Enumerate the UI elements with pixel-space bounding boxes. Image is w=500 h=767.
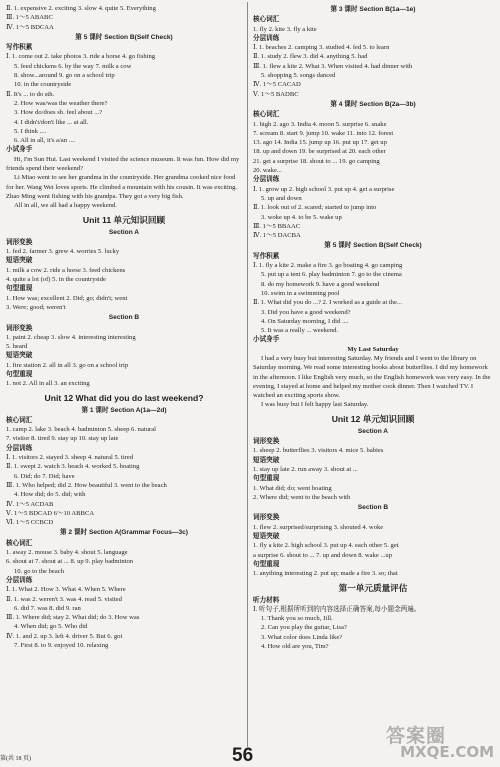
unit-heading: Unit 12 What did you do last weekend? [44, 392, 204, 403]
category-label: 分层训练 [253, 176, 280, 184]
category-label: 小试身手 [6, 146, 33, 154]
section-heading: Section A [108, 228, 140, 236]
unit-heading: Unit 12 单元知识回顾 [331, 413, 415, 424]
answer-line: 1. fly a kite 2. high school 3. put up 4. each other 5. get [253, 542, 399, 550]
answer-line: Ⅰ. 1. beaches 2. camping 3. studied 4. fed 5. to learn [253, 44, 390, 52]
answer-line: Ⅳ. 1～5 DACBA [253, 232, 301, 240]
answer-line: 7. First 8. to 9. enjoyed 10. relaxing [14, 642, 109, 649]
answer-line: 10. swim in a swimming pool [261, 289, 340, 297]
answer-line: Ⅱ. 1. swept 2. watch 3. beach 4. worked 5. boating [6, 463, 140, 471]
category-label: 句型重现 [6, 285, 33, 293]
answer-line: Ⅱ. 1. expensive 2. exciting 3. slow 4. quite 5. Everything [6, 5, 156, 12]
watermark-main: 答案圈 [386, 725, 447, 747]
essay-paragraph: Hi, I'm Sun Hui. Last weekend I visited the science museum. It was fun. How did my friends spend their weekend? [6, 155, 240, 173]
essay-paragraph: I had a very busy but interesting Saturday. My friends and I went to the library on Saturday morning. We read some interesting books about butterflies. I did my homework in the afternoon. I like English very much, so the English homework was very easy. In the evening, I stayed at home and helped my mother cook dinner. Then I watched TV. I watched an exciting sports show. [253, 354, 491, 400]
answer-line: 4. On Saturday morning, I did .... [261, 317, 349, 325]
answer-line: 1. How was; excellent 2. Did; go; didn't; went [6, 294, 128, 302]
answer-line: 21. get a surprise 18. shout to ... 19. go camping [253, 157, 380, 165]
category-label: 分层训练 [253, 34, 280, 42]
watermark-sub: MXQE.COM [400, 743, 494, 761]
section-heading: 第 5 课时 Section B(Self Check) [324, 242, 422, 250]
answer-line: Ⅱ. 1. What did you do ...? 2. I worked as a guide at the... [253, 299, 402, 307]
answer-line: 6. shout at 7. shout at ... 8. up 9. play badminton [6, 558, 134, 566]
answer-line: 6. did 7. was 8. did 9. ran [14, 604, 81, 612]
answer-line: 1. sheep 2. butterflies 3. visitors 4. mice 5. babies [253, 447, 384, 455]
category-label: 分层训练 [6, 444, 33, 452]
answer-line: a surprise 6. shout to ... 7. up and down 8. wake ...up [253, 551, 392, 559]
unit-heading: Unit 11 单元知识回顾 [82, 214, 166, 225]
category-label: 词形变换 [6, 324, 33, 332]
answer-line: 1. high 2. ago 3. India 4. moon 5. surprise 6. snake [253, 120, 387, 128]
answer-line: 1. Thank you so much, Jill. [261, 615, 333, 623]
category-label: 听力材料 [253, 596, 280, 604]
answer-line: 2. How was/was the weather there? [14, 99, 108, 107]
category-label: 小试身手 [253, 336, 280, 344]
answer-line: 3. woke up 4. to be 5. wake up [261, 213, 342, 221]
answer-line: 4. quite a lot (of) 5. in the countryside [6, 276, 106, 284]
answer-line: 1. fly 2. kite 3. fly a kite [253, 25, 317, 33]
answer-line: 1. milk a cow 2. ride a horse 3. feed chickens [6, 266, 126, 274]
answer-line: 1. anything interesting 2. put up; made a fire 3. so; that [253, 570, 398, 578]
answer-line: Ⅳ. 1. and 2. up 3. left 4. driver 5. But 6. got [6, 632, 123, 640]
answer-line: Ⅰ. 1. fly a kite 2. make a fire 3. go boating 4. go camping [253, 262, 403, 270]
section-heading: 第 3 课时 Section B(1a—1e) [330, 6, 416, 13]
section-heading: Section B [108, 314, 140, 322]
answer-line: Ⅴ. 1～5 BADBC [253, 90, 299, 98]
answer-line: Ⅰ. 1. grow up 2. high school 3. put up 4. get a surprise [253, 185, 395, 193]
essay-title: My Last Saturday [347, 345, 399, 353]
answer-line: 6. All in all, it's a/an .... [14, 137, 76, 145]
category-label: 词形变换 [253, 438, 280, 446]
answer-line: 5. feed chickens 6. by the way 7. milk a cow [14, 62, 132, 70]
section-heading: 第 1 课时 Section A(1a—2d) [81, 406, 167, 414]
answer-line: 5. It was a really ... weekend. [261, 327, 339, 335]
answer-line: Ⅳ. 1～5 CACAD [253, 81, 301, 89]
essay-paragraph: All in all, we all had a happy weekend. [14, 202, 117, 210]
answer-line: Ⅳ. 1～5 ACDAB [6, 500, 54, 508]
right-column [253, 4, 493, 651]
page-number: 56 [232, 745, 254, 766]
answer-line: Ⅲ. 1～5 BBAAC [253, 222, 301, 230]
answer-line: 6. Did; do 7. Did; have [14, 472, 75, 480]
answer-line: Ⅲ. 1. Where did; stay 2. What did; do 3. How was [6, 614, 140, 622]
answer-line: Ⅲ. 1. Who helped; did 2. How beautiful 3. went to the beach [6, 481, 167, 489]
category-label: 短语突破 [253, 456, 280, 464]
category-label: 词形变换 [253, 514, 280, 522]
answer-line: 4. How old are you, Tim? [261, 643, 329, 650]
category-label: 写作积累 [253, 252, 280, 260]
answer-line: 2. Where did; went to the beach with [253, 493, 351, 501]
category-label: 短语突破 [253, 533, 280, 541]
answer-line: 5. I think .... [14, 127, 47, 135]
answer-line: Ⅱ. 1. was 2. weren't 3. was 4. read 5. visited [6, 595, 122, 603]
answer-line: 5. heard [6, 343, 28, 351]
category-label: 句型重现 [253, 475, 280, 483]
answer-line: 3. Were; good; weren't [6, 303, 66, 311]
answer-line: 20. wake... [253, 167, 282, 175]
unit-heading: 第一单元质量评估 [338, 582, 408, 593]
answer-line: 4. When did; go 5. Who did [14, 623, 88, 631]
answer-line: 3. Did you have a good weekend? [261, 308, 351, 316]
category-label: 核心词汇 [253, 16, 280, 24]
section-heading: Section A [357, 427, 389, 435]
answer-line: Ⅰ. 1. visitors 2. stayed 3. sheep 4. natural 5. tired [6, 454, 134, 462]
category-label: 句型重现 [253, 560, 280, 568]
section-heading: Section B [357, 504, 389, 512]
category-label: 分层训练 [6, 576, 33, 584]
answer-line: 5. up and down [261, 194, 302, 202]
section-heading: 第 2 课时 Section A(Grammar Focus—3c) [60, 529, 188, 537]
essay-paragraph: Li Miao went to see her grandma in the countryside. Her grandma cooked nice food for her. Wang Wei loves sports. He climbed a mountain with his cousin. It was exciting. Zhao Ming went fishing with his grandpa. They got a very big fish. [6, 174, 238, 200]
section-heading: 第 5 课时 Section B(Self Check) [75, 33, 173, 41]
answer-line: 5. shopping 5. songs danced [261, 72, 336, 80]
answer-line: 10. in the countryside [14, 81, 72, 89]
answer-line: Ⅰ. 1. come out 2. take photos 3. ride a horse 4. go fishing [6, 53, 156, 61]
answer-line: Ⅴ. 1～5 BDCAD 6～10 ABBCA [6, 509, 95, 517]
left-column [6, 4, 242, 650]
category-label: 短语突破 [6, 352, 33, 360]
answer-line: 1. stay up late 2. run away 3. shout at ... [253, 465, 358, 473]
answer-line: Ⅲ. 1～5 ABABC [6, 14, 53, 22]
answer-line: 1. not 2. All in all 3. an exciting [6, 380, 90, 388]
answer-line: 5. put up a tent 6. play badminton 7. go to the cinema [261, 271, 402, 279]
column-divider [247, 2, 248, 747]
section-heading: 第 4 课时 Section B(2a—3b) [330, 100, 416, 108]
answer-line: 3. How do/does sb. feel about ...? [14, 109, 103, 117]
answer-line: 1. away 2. mouse 3. baby 4. shout 5. language [6, 549, 128, 557]
category-label: 短语突破 [6, 257, 33, 265]
answer-line: 1. camp 2. lake 3. beach 4. badminton 5. sheep 6. natural [6, 426, 156, 434]
category-label: 句型重现 [6, 370, 33, 378]
answer-line: 4. How did; do 5. did; with [14, 491, 86, 499]
answer-line: 7. scream 8. start 9. jump 10. wake 11. into 12. forest [253, 129, 394, 137]
category-label: 核心词汇 [253, 111, 280, 119]
answer-line: 18. up and down 19. be surprised at 20. each other [253, 148, 386, 156]
answer-line: Ⅵ. 1～5 CCBCD [6, 519, 54, 527]
answer-line: 1. paint 2. cheap 3. slow 4. interesting interesting [6, 333, 136, 341]
answer-line: Ⅳ. 1～5 BDCAA [6, 23, 54, 31]
answer-line: 7. visitor 8. tired 9. stay up 10. stay up late [6, 435, 119, 443]
answer-line: Ⅱ. 1. look out of 2. scared; started to jump into [253, 204, 377, 212]
answer-line: 1. What did; do; went boating [253, 484, 332, 492]
essay-paragraph: I was busy but I felt happy last Saturday. [261, 401, 369, 409]
watermark-logo [386, 721, 494, 761]
answer-line: Ⅱ. 1. study 2. flew 3. did 4. anything 5. had [253, 53, 368, 61]
answer-line: Ⅲ. 1. flew a kite 2. What 3. When visited 4. had dinner with [253, 62, 413, 70]
category-label: 核心词汇 [6, 416, 33, 424]
answer-line: Ⅰ. 听句子,根据所听到的内容选择正确答案,每小题念两遍。 [253, 605, 421, 613]
answer-line: 10. go to the beach [14, 567, 64, 575]
answer-line: 1. fire station 2. all in all 3. go on a school trip [6, 361, 129, 369]
answer-line: 4. I didn't/don't like ... at all. [14, 118, 89, 126]
category-label: 核心词汇 [6, 539, 33, 547]
answer-line: 1. flew 2. surprised/surprising 3. shouted 4. woke [253, 523, 384, 531]
footer-text: 第(共 18 页) [0, 756, 31, 762]
category-label: 写作积累 [6, 44, 33, 52]
category-label: 词形变换 [6, 238, 33, 246]
answer-line: 8. do my homework 9. have a good weekend [261, 280, 380, 288]
answer-line: 1. fed 2. farmer 3. grew 4. worries 5. lucky [6, 248, 120, 256]
answer-line: 3. What color does Linda like? [261, 633, 343, 641]
answer-line: 13. ago 14. India 15. jump up 16. put up 17. get up [253, 139, 387, 147]
answer-line: Ⅰ. 1. What 2. How 3. What 4. When 5. Where [6, 586, 126, 594]
answer-line: 2. Can you play the guitar, Lisa? [261, 624, 347, 632]
answer-line: Ⅱ. It's ... to do sth. [6, 90, 55, 98]
answer-line: 8. show...around 9. go on a school trip [14, 72, 115, 80]
